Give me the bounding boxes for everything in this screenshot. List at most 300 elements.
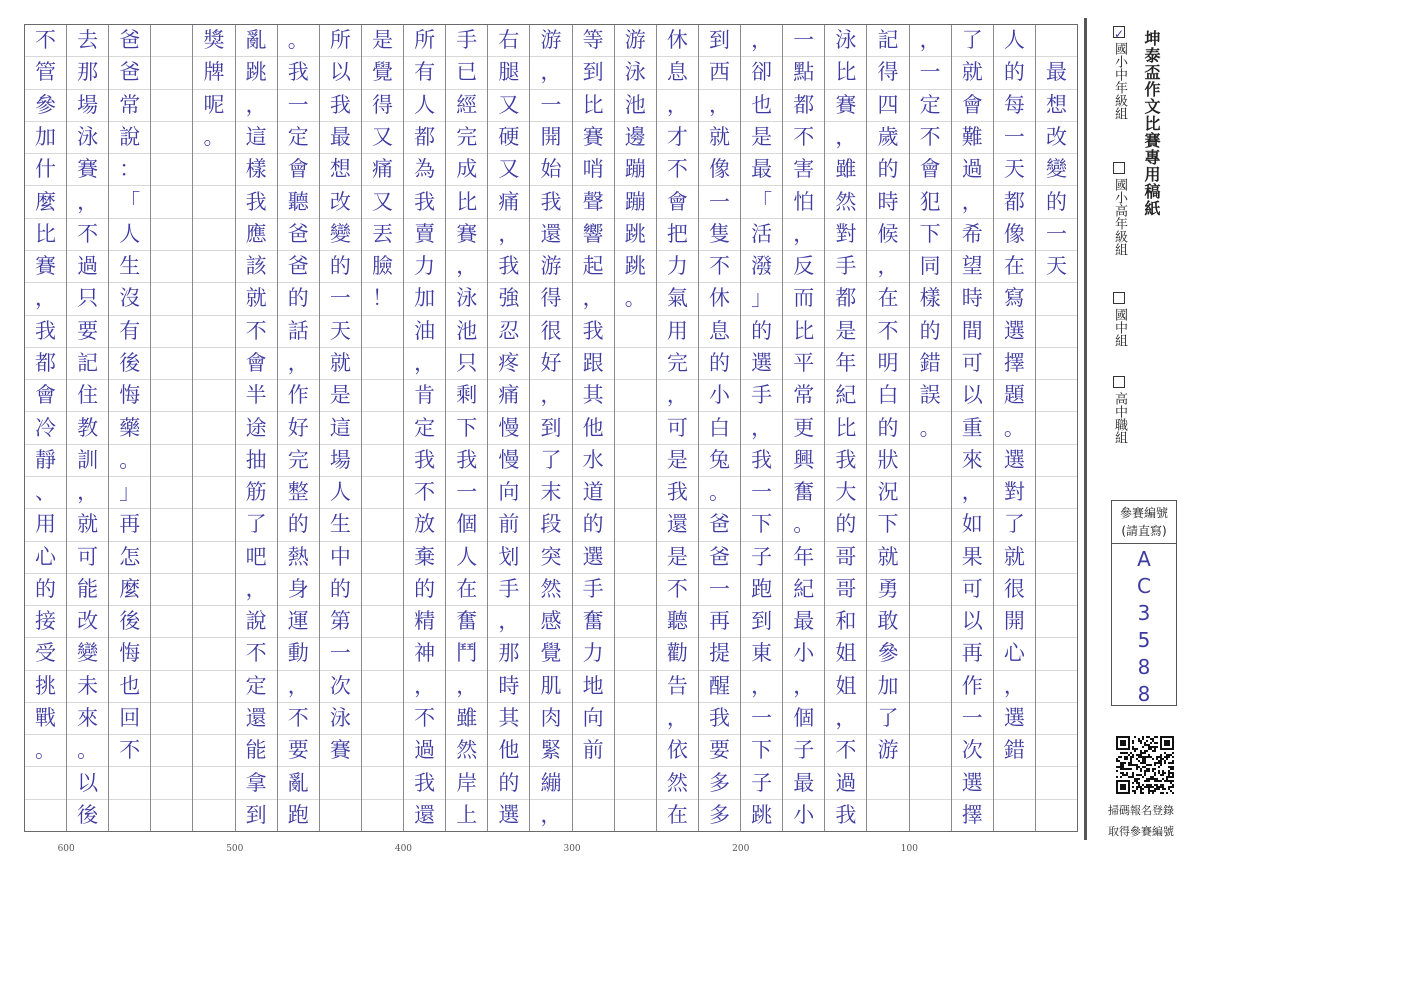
grid-cell: ， xyxy=(488,219,529,251)
grid-cell: 得 xyxy=(530,283,571,315)
grid-cell: 我 xyxy=(446,445,487,477)
grid-cell xyxy=(910,445,951,477)
ruler-tick-label: 600 xyxy=(57,844,75,854)
grid-cell: 到 xyxy=(573,57,614,89)
grid-cell: 都 xyxy=(404,122,445,154)
grid-cell: 覺 xyxy=(530,638,571,670)
grid-cell xyxy=(151,767,192,799)
grid-cell xyxy=(151,477,192,509)
grid-cell xyxy=(193,477,234,509)
entry-code-digit: 8 xyxy=(1137,655,1151,679)
grid-cell xyxy=(615,606,656,638)
grid-cell: 我 xyxy=(404,445,445,477)
grid-cell xyxy=(615,671,656,703)
grid-cell: 。 xyxy=(783,509,824,541)
grid-cell: 同 xyxy=(910,251,951,283)
grid-cell xyxy=(615,800,656,831)
grid-cell: 麼 xyxy=(109,574,150,606)
grid-cell: 說 xyxy=(236,606,277,638)
grid-cell: 跳 xyxy=(615,219,656,251)
grid-cell: 住 xyxy=(67,380,108,412)
grid-cell: 強 xyxy=(488,283,529,315)
grid-cell: 精 xyxy=(404,606,445,638)
grid-cell: 變 xyxy=(1036,154,1077,186)
grid-cell: 也 xyxy=(109,671,150,703)
grid-cell: 東 xyxy=(741,638,782,670)
checkbox-checked[interactable] xyxy=(1112,26,1126,41)
grid-cell: 悔 xyxy=(109,638,150,670)
group-option-middle-elementary[interactable] xyxy=(1110,26,1129,120)
grid-cell: 痛 xyxy=(362,154,403,186)
grid-cell: ， xyxy=(657,380,698,412)
grid-cell xyxy=(1036,25,1077,57)
grid-cell: 牌 xyxy=(193,57,234,89)
grid-cell: 是 xyxy=(362,25,403,57)
grid-cell: 油 xyxy=(404,316,445,348)
grid-cell: 然 xyxy=(530,574,571,606)
grid-cell: 吧 xyxy=(236,542,277,574)
grid-cell: 的 xyxy=(699,348,740,380)
grid-cell xyxy=(151,445,192,477)
grid-cell xyxy=(151,509,192,541)
grid-cell: 。 xyxy=(994,412,1035,444)
grid-cell: 場 xyxy=(67,90,108,122)
grid-cell: 興 xyxy=(783,445,824,477)
grid-cell xyxy=(193,412,234,444)
checkbox[interactable] xyxy=(1113,162,1125,174)
grid-cell xyxy=(1036,574,1077,606)
grid-cell: 一 xyxy=(952,703,993,735)
grid-cell: 我 xyxy=(404,767,445,799)
grid-cell xyxy=(362,735,403,767)
grid-cell: 游 xyxy=(867,735,908,767)
grid-cell: 的 xyxy=(1036,186,1077,218)
grid-cell xyxy=(151,412,192,444)
grid-cell: 麼 xyxy=(25,186,66,218)
grid-cell: 選 xyxy=(952,767,993,799)
grid-cell: 比 xyxy=(446,186,487,218)
group-option-junior-high[interactable] xyxy=(1110,292,1129,347)
grid-cell xyxy=(615,348,656,380)
grid-cell xyxy=(193,251,234,283)
grid-cell: 鬥 xyxy=(446,638,487,670)
grid-cell: 我 xyxy=(404,186,445,218)
checkbox[interactable] xyxy=(1113,376,1125,388)
grid-cell: 就 xyxy=(994,542,1035,574)
group-label: 國中組 xyxy=(1112,308,1127,347)
grid-cell xyxy=(573,767,614,799)
check-mark-icon: ✓ xyxy=(1112,27,1126,41)
grid-cell xyxy=(151,671,192,703)
grid-cell xyxy=(615,735,656,767)
grid-cell: 不 xyxy=(783,122,824,154)
grid-cell: 划 xyxy=(488,542,529,574)
grid-cell xyxy=(25,767,66,799)
essay-column xyxy=(66,25,108,831)
grid-cell xyxy=(573,800,614,831)
grid-cell: 更 xyxy=(783,412,824,444)
grid-cell xyxy=(910,703,951,735)
grid-cell: 的 xyxy=(488,767,529,799)
grid-cell: 爸 xyxy=(278,251,319,283)
grid-cell: 不 xyxy=(657,154,698,186)
grid-cell: 過 xyxy=(67,251,108,283)
grid-cell xyxy=(193,735,234,767)
grid-cell: ， xyxy=(278,671,319,703)
grid-cell: 要 xyxy=(278,735,319,767)
grid-cell: 只 xyxy=(446,348,487,380)
checkbox[interactable] xyxy=(1113,292,1125,304)
grid-cell: 就 xyxy=(952,57,993,89)
essay-column xyxy=(909,25,951,831)
grid-cell: 一 xyxy=(741,703,782,735)
grid-cell: 手 xyxy=(446,25,487,57)
grid-cell: 聽 xyxy=(278,186,319,218)
grid-cell: 來 xyxy=(67,703,108,735)
grid-cell xyxy=(362,767,403,799)
grid-cell xyxy=(362,671,403,703)
grid-cell: 我 xyxy=(488,251,529,283)
grid-cell: 賣 xyxy=(404,219,445,251)
grid-cell: 紀 xyxy=(783,574,824,606)
grid-cell: 可 xyxy=(657,412,698,444)
grid-cell: 我 xyxy=(530,186,571,218)
grid-cell: 然 xyxy=(657,767,698,799)
grid-cell: 歲 xyxy=(867,122,908,154)
grid-cell xyxy=(193,186,234,218)
grid-cell: 年 xyxy=(825,348,866,380)
grid-cell: 變 xyxy=(67,638,108,670)
grid-cell: 。 xyxy=(615,283,656,315)
grid-cell: 還 xyxy=(530,219,571,251)
grid-cell: 拿 xyxy=(236,767,277,799)
grid-cell: 完 xyxy=(446,122,487,154)
grid-cell: 已 xyxy=(446,57,487,89)
grid-cell: ， xyxy=(952,477,993,509)
grid-cell: 常 xyxy=(783,380,824,412)
grid-cell: 賽 xyxy=(446,219,487,251)
grid-cell xyxy=(615,316,656,348)
grid-cell: 間 xyxy=(952,316,993,348)
grid-cell: 下 xyxy=(741,509,782,541)
grid-cell xyxy=(1036,348,1077,380)
group-label: 高中職組 xyxy=(1112,392,1127,444)
grid-cell xyxy=(615,509,656,541)
grid-cell: 常 xyxy=(109,90,150,122)
grid-cell: ， xyxy=(67,477,108,509)
grid-cell: 隻 xyxy=(699,219,740,251)
grid-cell: ， xyxy=(573,283,614,315)
grid-cell: 了 xyxy=(530,445,571,477)
grid-cell: 然 xyxy=(446,735,487,767)
grid-cell: 人 xyxy=(109,219,150,251)
grid-cell xyxy=(151,219,192,251)
grid-cell: 運 xyxy=(278,606,319,638)
grid-cell xyxy=(1036,767,1077,799)
grid-cell: 想 xyxy=(320,154,361,186)
group-label: 國小中年級組 xyxy=(1112,42,1127,120)
grid-cell xyxy=(193,638,234,670)
grid-cell: 時 xyxy=(952,283,993,315)
essay-column xyxy=(235,25,277,831)
grid-cell: 害 xyxy=(783,154,824,186)
grid-cell: 心 xyxy=(994,638,1035,670)
grid-cell: ， xyxy=(867,251,908,283)
grid-cell xyxy=(615,445,656,477)
grid-cell: 哥 xyxy=(825,574,866,606)
grid-cell: 選 xyxy=(573,542,614,574)
grid-cell xyxy=(151,316,192,348)
sheet-divider-line xyxy=(1084,18,1087,840)
grid-cell: 是 xyxy=(657,542,698,574)
grid-cell: 的 xyxy=(573,509,614,541)
grid-cell: 抽 xyxy=(236,445,277,477)
grid-cell: 很 xyxy=(530,316,571,348)
grid-cell: 我 xyxy=(657,477,698,509)
grid-cell: 告 xyxy=(657,671,698,703)
grid-cell: 寫 xyxy=(994,283,1035,315)
grid-cell: 休 xyxy=(657,25,698,57)
grid-cell xyxy=(362,477,403,509)
grid-cell: 受 xyxy=(25,638,66,670)
grid-cell xyxy=(615,380,656,412)
grid-cell: 地 xyxy=(573,671,614,703)
grid-cell: 到 xyxy=(741,606,782,638)
grid-cell: 只 xyxy=(67,283,108,315)
grid-cell: 下 xyxy=(867,509,908,541)
grid-cell: 參 xyxy=(25,90,66,122)
grid-cell xyxy=(362,509,403,541)
grid-cell: 怕 xyxy=(783,186,824,218)
grid-cell: 開 xyxy=(994,606,1035,638)
grid-cell: 作 xyxy=(278,380,319,412)
grid-cell: 一 xyxy=(320,638,361,670)
grid-cell: 痛 xyxy=(488,186,529,218)
grid-cell: 比 xyxy=(573,90,614,122)
essay-column xyxy=(656,25,698,831)
grid-cell xyxy=(910,509,951,541)
entry-code-digit: 3 xyxy=(1137,601,1151,625)
grid-cell: ， xyxy=(741,671,782,703)
grid-cell xyxy=(362,542,403,574)
grid-cell: 跟 xyxy=(573,348,614,380)
grid-cell: 覺 xyxy=(362,57,403,89)
grid-cell: 時 xyxy=(488,671,529,703)
grid-cell: 是 xyxy=(657,445,698,477)
grid-cell xyxy=(362,445,403,477)
grid-cell: 了 xyxy=(952,25,993,57)
grid-cell: 最 xyxy=(1036,57,1077,89)
grid-cell: 再 xyxy=(952,638,993,670)
grid-cell: 。 xyxy=(25,735,66,767)
grid-cell: 賽 xyxy=(825,90,866,122)
qr-caption-code: 取得參賽編號 xyxy=(1108,825,1174,838)
grid-cell: 不 xyxy=(825,735,866,767)
grid-cell: 得 xyxy=(362,90,403,122)
grid-cell xyxy=(151,57,192,89)
grid-cell xyxy=(910,606,951,638)
grid-cell xyxy=(193,445,234,477)
grid-cell: 所 xyxy=(404,25,445,57)
grid-cell: 加 xyxy=(404,283,445,315)
grid-cell xyxy=(362,638,403,670)
grid-cell: 是 xyxy=(741,122,782,154)
grid-cell: 天 xyxy=(1036,251,1077,283)
grid-cell xyxy=(151,638,192,670)
essay-column xyxy=(25,25,66,831)
grid-cell: 變 xyxy=(320,219,361,251)
grid-cell: 藥 xyxy=(109,412,150,444)
grid-cell: 力 xyxy=(573,638,614,670)
grid-cell: 下 xyxy=(741,735,782,767)
grid-cell: 生 xyxy=(109,251,150,283)
grid-cell: 果 xyxy=(952,542,993,574)
grid-cell: 比 xyxy=(783,316,824,348)
grid-cell: 完 xyxy=(278,445,319,477)
grid-cell xyxy=(151,380,192,412)
grid-cell xyxy=(362,380,403,412)
grid-cell: 的 xyxy=(910,316,951,348)
entry-code-hint: (請直寫) xyxy=(1121,524,1167,538)
grid-cell: 提 xyxy=(699,638,740,670)
grid-cell: 雖 xyxy=(446,703,487,735)
grid-cell: 經 xyxy=(446,90,487,122)
grid-cell xyxy=(615,412,656,444)
grid-cell xyxy=(193,703,234,735)
group-option-upper-elementary[interactable] xyxy=(1110,162,1129,256)
grid-cell xyxy=(615,574,656,606)
grid-cell: 那 xyxy=(67,57,108,89)
grid-cell: 泳 xyxy=(446,283,487,315)
grid-cell: 都 xyxy=(825,283,866,315)
grid-cell: 哥 xyxy=(825,542,866,574)
grid-cell: 人 xyxy=(446,542,487,574)
grid-cell xyxy=(910,638,951,670)
grid-cell: 樣 xyxy=(910,283,951,315)
grid-cell: 。 xyxy=(193,122,234,154)
grid-cell: 。 xyxy=(910,412,951,444)
grid-cell: 不 xyxy=(67,219,108,251)
grid-cell: 多 xyxy=(699,767,740,799)
grid-cell xyxy=(615,542,656,574)
grid-cell: ， xyxy=(278,348,319,380)
essay-column xyxy=(192,25,234,831)
grid-cell: 白 xyxy=(867,380,908,412)
grid-cell: 息 xyxy=(699,316,740,348)
grid-cell xyxy=(193,606,234,638)
grid-cell: ， xyxy=(488,606,529,638)
grid-cell: 改 xyxy=(1036,122,1077,154)
grid-cell: 卻 xyxy=(741,57,782,89)
grid-cell: 力 xyxy=(404,251,445,283)
grid-cell: 又 xyxy=(488,90,529,122)
grid-cell: 在 xyxy=(666,802,688,827)
grid-cell: ， xyxy=(741,25,782,57)
grid-cell: 定 xyxy=(236,671,277,703)
grid-cell xyxy=(1036,283,1077,315)
grid-cell: 中 xyxy=(320,542,361,574)
grid-cell: 好 xyxy=(278,412,319,444)
grid-cell: 每 xyxy=(994,90,1035,122)
grid-cell: 游 xyxy=(530,25,571,57)
grid-cell: 其 xyxy=(488,703,529,735)
grid-cell: 呢 xyxy=(193,90,234,122)
qr-code-icon[interactable] xyxy=(1116,736,1174,794)
grid-cell xyxy=(994,800,1035,831)
group-option-senior-high[interactable] xyxy=(1110,376,1129,444)
grid-cell xyxy=(1036,316,1077,348)
grid-cell: 」 xyxy=(741,283,782,315)
grid-cell: 改 xyxy=(320,186,361,218)
grid-cell xyxy=(615,767,656,799)
grid-cell: 可 xyxy=(952,348,993,380)
grid-cell: 用 xyxy=(657,316,698,348)
grid-cell: 我 xyxy=(278,57,319,89)
grid-cell: 回 xyxy=(109,703,150,735)
grid-cell: 手 xyxy=(573,574,614,606)
grid-cell: 段 xyxy=(530,509,571,541)
grid-cell: 一 xyxy=(741,477,782,509)
grid-cell: 會 xyxy=(236,348,277,380)
grid-cell: 候 xyxy=(867,219,908,251)
grid-cell: 。 xyxy=(109,445,150,477)
grid-cell: 過 xyxy=(825,767,866,799)
grid-cell xyxy=(910,542,951,574)
grid-cell xyxy=(109,767,150,799)
grid-cell xyxy=(362,574,403,606)
grid-cell: 爸 xyxy=(109,57,150,89)
grid-cell: 末 xyxy=(530,477,571,509)
grid-cell: 力 xyxy=(657,251,698,283)
grid-cell: 池 xyxy=(615,90,656,122)
grid-cell: 有 xyxy=(109,316,150,348)
grid-cell: 一 xyxy=(910,57,951,89)
grid-cell: 整 xyxy=(278,477,319,509)
grid-cell: 不 xyxy=(236,316,277,348)
grid-cell: 後 xyxy=(77,802,99,827)
grid-cell xyxy=(1036,671,1077,703)
grid-cell: 響 xyxy=(573,219,614,251)
grid-cell: 神 xyxy=(404,638,445,670)
grid-cell: 沒 xyxy=(109,283,150,315)
grid-cell: 聽 xyxy=(657,606,698,638)
grid-cell xyxy=(1036,735,1077,767)
grid-cell: 像 xyxy=(994,219,1035,251)
grid-cell: 平 xyxy=(783,348,824,380)
grid-cell: 敢 xyxy=(867,606,908,638)
grid-cell: 不 xyxy=(278,703,319,735)
grid-cell: 什 xyxy=(25,154,66,186)
grid-cell: 爸 xyxy=(699,509,740,541)
grid-cell: 的 xyxy=(278,509,319,541)
grid-cell: 泳 xyxy=(825,25,866,57)
grid-cell: 像 xyxy=(699,154,740,186)
grid-cell: 以 xyxy=(67,767,108,799)
grid-cell: 次 xyxy=(952,735,993,767)
grid-cell xyxy=(615,703,656,735)
grid-cell: 姐 xyxy=(825,671,866,703)
grid-cell: 他 xyxy=(488,735,529,767)
grid-cell xyxy=(193,380,234,412)
grid-cell: ， xyxy=(657,90,698,122)
grid-cell: 肌 xyxy=(530,671,571,703)
grid-cell: 這 xyxy=(320,412,361,444)
essay-column xyxy=(824,25,866,831)
grid-cell: ， xyxy=(236,574,277,606)
grid-cell: 我 xyxy=(835,802,857,827)
grid-cell: 賽 xyxy=(25,251,66,283)
grid-cell: 在 xyxy=(994,251,1035,283)
